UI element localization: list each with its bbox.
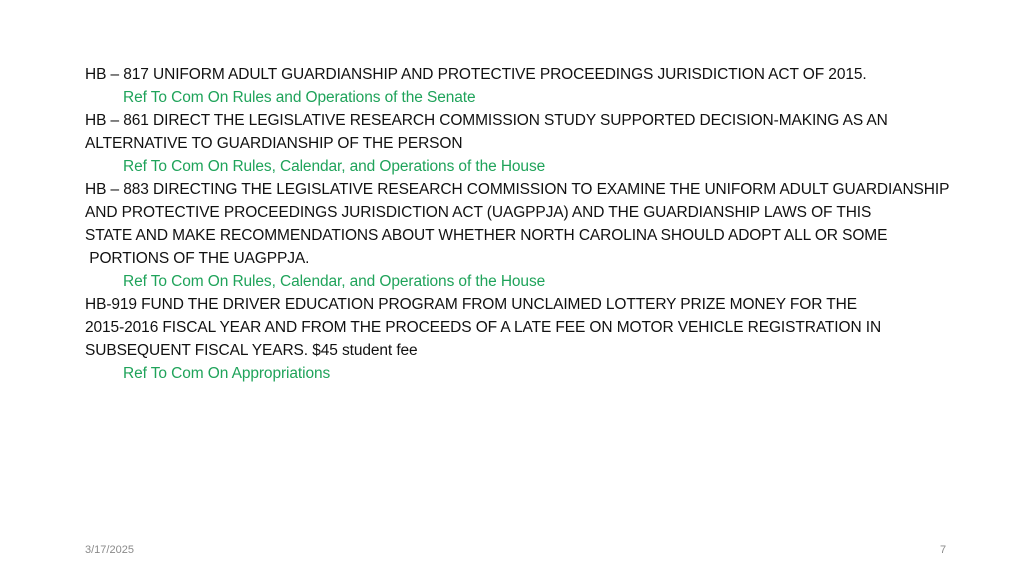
bill-title-line: HB-919 FUND THE DRIVER EDUCATION PROGRAM FROM UNCLAIMED LOTTERY PRIZE MONEY FOR THE [85, 296, 857, 313]
bill-referral: Ref To Com On Appropriations [123, 365, 331, 382]
bill-referral: Ref To Com On Rules and Operations of the Senate [123, 89, 476, 106]
bill-hb-883 [85, 178, 985, 293]
bill-hb-861 [85, 109, 985, 178]
bill-hb-919 [85, 293, 985, 385]
bill-referral: Ref To Com On Rules, Calendar, and Operations of the House [123, 273, 546, 290]
footer-date: 3/17/2025 [85, 544, 134, 556]
bill-referral: Ref To Com On Rules, Calendar, and Operations of the House [123, 158, 546, 175]
bill-hb-817 [85, 63, 985, 109]
bill-title-line: ALTERNATIVE TO GUARDIANSHIP OF THE PERSON [85, 135, 463, 152]
bill-title-line: STATE AND MAKE RECOMMENDATIONS ABOUT WHETHER NORTH CAROLINA SHOULD ADOPT ALL OR SOME [85, 227, 888, 244]
bill-title-line: SUBSEQUENT FISCAL YEARS. $45 student fee [85, 342, 418, 359]
bill-title-line: PORTIONS OF THE UAGPPJA. [85, 250, 310, 267]
bill-title-line: HB – 817 UNIFORM ADULT GUARDIANSHIP AND PROTECTIVE PROCEEDINGS JURISDICTION ACT OF 2015. [85, 66, 867, 83]
bill-title-line: AND PROTECTIVE PROCEEDINGS JURISDICTION ACT (UAGPPJA) AND THE GUARDIANSHIP LAWS OF THIS [85, 204, 872, 221]
bill-title-line: 2015-2016 FISCAL YEAR AND FROM THE PROCEEDS OF A LATE FEE ON MOTOR VEHICLE REGISTRATION IN [85, 319, 882, 336]
footer-page-number: 7 [940, 544, 947, 556]
bill-title-line: HB – 861 DIRECT THE LEGISLATIVE RESEARCH COMMISSION STUDY SUPPORTED DECISION-MAKING AS AN [85, 112, 888, 129]
bill-title-line: HB – 883 DIRECTING THE LEGISLATIVE RESEARCH COMMISSION TO EXAMINE THE UNIFORM ADULT GUARDIANSHIP [85, 181, 950, 198]
slide-body [85, 63, 985, 385]
